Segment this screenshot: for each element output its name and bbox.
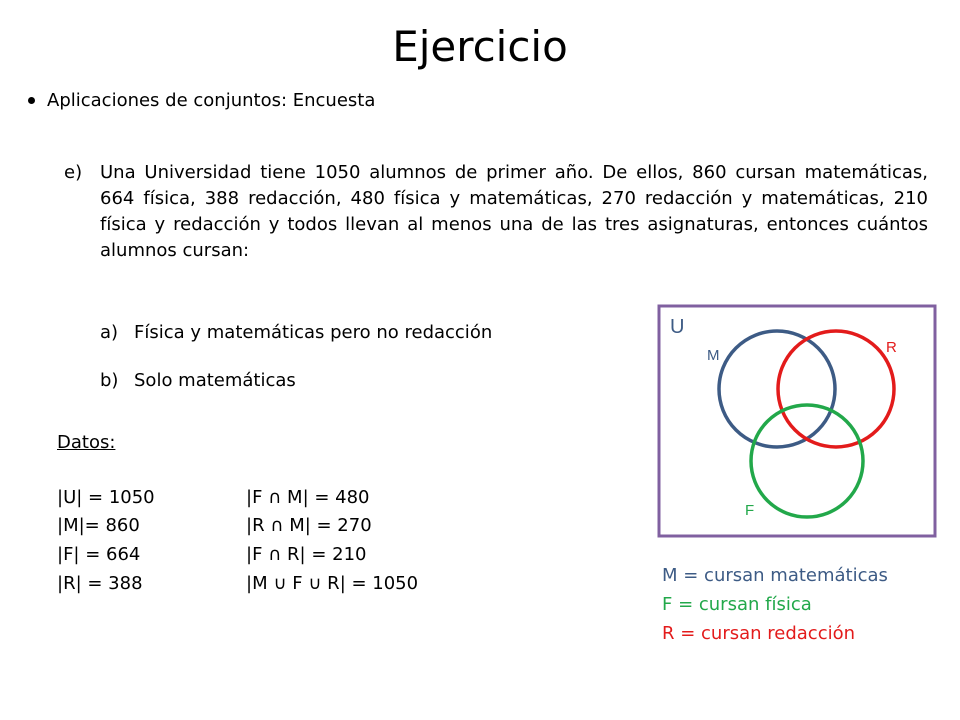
datos-right-3: |M ∪ F ∪ R| = 1050 bbox=[246, 573, 419, 594]
question-a bbox=[100, 322, 492, 343]
datos-left-2: |F| = 664 bbox=[57, 544, 141, 565]
universe-label: U bbox=[670, 316, 685, 338]
set-r-label: R bbox=[886, 339, 897, 356]
question-b bbox=[100, 370, 296, 391]
slide-title: Ejercicio bbox=[392, 22, 568, 71]
problem-marker: e) bbox=[64, 162, 83, 183]
question-marker: b) bbox=[100, 370, 119, 391]
problem-text: Una Universidad tiene 1050 alumnos de primer año. De ellos, 860 cursan matemáticas, 664 física, 388 redacción, 480 física y matemáticas, 270 redacción y matemáticas, 210 física y redacción y todos llevan al menos una de las tres asignaturas, entonces cuántos alumnos cursan: bbox=[100, 162, 928, 261]
bullet-dot-icon bbox=[28, 97, 35, 104]
datos-right-1: |R ∩ M| = 270 bbox=[246, 515, 372, 536]
question-text: Física y matemáticas pero no redacción bbox=[134, 322, 493, 343]
datos-left-1: |M|= 860 bbox=[57, 515, 140, 536]
set-m-label: M bbox=[707, 347, 720, 364]
question-marker: a) bbox=[100, 322, 119, 343]
datos-left-0: |U| = 1050 bbox=[57, 487, 155, 508]
bullet-text: Aplicaciones de conjuntos: Encuesta bbox=[47, 90, 376, 111]
legend-f: F = cursan física bbox=[662, 594, 812, 615]
problem-statement bbox=[64, 160, 928, 264]
venn-diagram bbox=[656, 303, 938, 539]
datos-left-3: |R| = 388 bbox=[57, 573, 143, 594]
set-f-circle bbox=[751, 405, 863, 517]
bullet-item bbox=[28, 90, 375, 111]
datos-right-0: |F ∩ M| = 480 bbox=[246, 487, 370, 508]
datos-right-2: |F ∩ R| = 210 bbox=[246, 544, 367, 565]
question-text: Solo matemáticas bbox=[134, 370, 296, 391]
legend-r: R = cursan redacción bbox=[662, 623, 856, 644]
set-f-label: F bbox=[745, 502, 755, 519]
datos-heading: Datos: bbox=[57, 432, 116, 453]
legend-m: M = cursan matemáticas bbox=[662, 565, 888, 586]
